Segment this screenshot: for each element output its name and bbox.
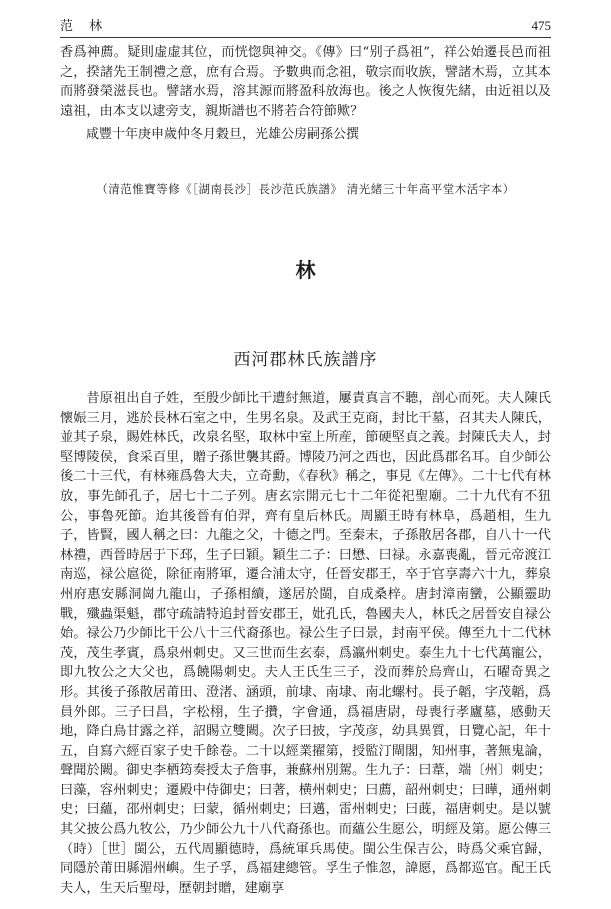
- continued-paragraph: 香爲神薦。疑則虚虚其位，而恍惚與神交。《傳》曰“别子爲祖”，祥公始遷長邑而祖之，揆諸先王制禮之意，庶有合焉。予數典而念祖，敬宗而收族，譬諸木焉，立其本而將發榮滋長也。譬諸水焉，溶其源而將盈科放海也。後之人恢復先緒，由近祖以及遠祖，由本支以逮旁支，親斯譜也不將若合符節歟？: [60, 45, 551, 119]
- running-header: [60, 12, 551, 38]
- continued-text-block: [60, 43, 551, 145]
- main-text-block: [60, 389, 551, 898]
- running-title: 范 林: [60, 19, 109, 34]
- page-number: 475: [531, 18, 551, 33]
- section-heading: 林: [295, 258, 316, 282]
- source-citation: （清范惟寶等修《［湖南長沙］長沙范氏族譜》 清光緒三十年高平堂木活字本）: [96, 182, 515, 196]
- main-paragraph: 昔原祖出自子姓，至殷少師比干遭紂無道，屢責真言不聽，剖心而死。夫人陳氏懷娠三月，逃於長林石室之中，生男名泉。及武王克商，封比干墓，召其夫人陳氏，並其子泉，賜姓林氏，改泉名堅，取林中室上所産，節硬堅貞之義。封陳氏夫人，封堅博陵侯，食采百里，贈子孫世襲其爵。博陵乃河之西也，因此爲郡名耳。自少師公後二十三代，有林雍爲魯大夫，立奇勳，《春秋》稱之，事見《左傳》。二十七代有林放，事先師孔子，居七十二子列。唐玄宗開元七十二年從祀聖廟。二十九代有不狃公，事魯死節。迨其後晉有伯羿，齊有皇后林氏。周顯王時有林阜，爲趙相，生九子，皆賢，國人稱之曰：九龍之父，十德之門。至秦末，子孫散居各郡，自八十一代林禮，西晉時居于下邳，生子曰穎。穎生二子：曰懋、曰禄。永嘉喪亂，晉元帝渡江南巡，禄公扈從，除征南將軍，遷合浦太守，任晉安郡王，卒于官享壽六十九，葬泉州府惠安縣洞崗九龍山，子孫相續，遂居於閩，自成桑梓。唐封漳南蠻，公顯靈助戰，殲蟲渠魁，郡守疏請特追封晉安郡王，妣孔氏，魯國夫人，林氏之居晉安自禄公始。禄公乃少師比干公八十三代裔孫也。禄公生子曰景，封南平侯。傳至九十二代林茂，茂生孝賓，爲泉州刺史。又三世而生玄泰，爲瀛州刺史。泰生九十七代萬寵公，即九牧公之大父也，爲饒陽刺史。夫人王氏生三子，没而葬於烏齊山，石曜奇異之形。其後子孫散居莆田、澄渚、涵頭，前埭、南埭、南北螺村。長子韜，字茂韜，爲員外郎。三子曰昌，字松栩，生子攢，字會通，爲福唐尉，母喪行孝廬墓，感動天地，降白鳥甘露之祥，詔賜立雙闕。次子曰披，字茂彦，幼具異質，日覽心記，年十五，自寫六經百家子史千餘卷。二十以經業擢第，授監汀閘閣，知州事，著無鬼論，聲聞於闕。御史李栖筠奏授太子詹事，兼蘇州別駕。生九子：曰葦，端〔州〕刺史；曰藻，容州刺史；遷殿中侍御史；曰著，横州刺史；曰薦，韶州刺史；曰曄，通州刺史；曰蘊，邵州刺史；曰蒙，循州刺史；曰邁，雷州刺史；曰蔇，福唐刺史。是以號其父披公爲九牧公，乃少師公九十八代裔孫也。而蘊公生愿公，明經及第。愿公傳三（時）［世］閩公，五代周顯德時，爲統軍兵馬使。閩公生保吉公，時爲父乘官歸，同隱於莆田縣湄州嶼。生子孚，爲福建總管。孚生子惟忽，諱愿，爲都巡官。配王氏夫人，生天后聖母，歷朝封贈，建廟享: [60, 391, 551, 896]
- document-title: 西河郡林氏族譜序: [233, 350, 378, 370]
- author-signature: 咸豐十年庚申歲仲冬月穀旦，光雄公房嗣孫公撰: [86, 127, 360, 143]
